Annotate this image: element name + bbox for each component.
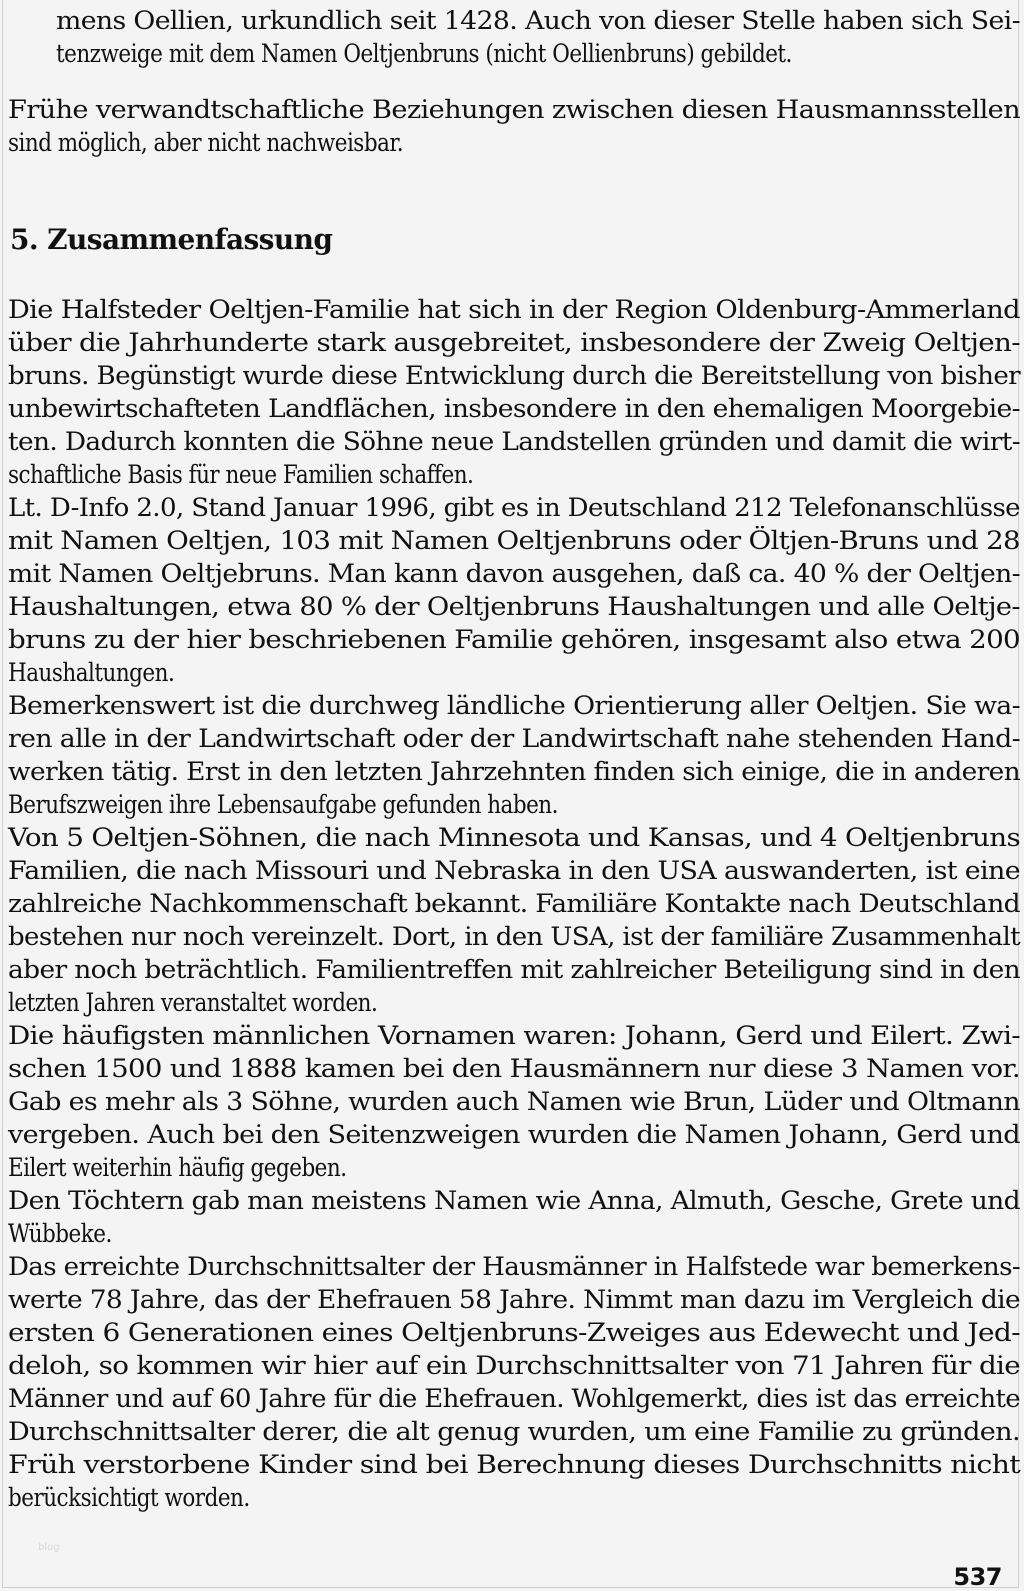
text-line [8, 656, 1020, 689]
text-line-content: aber noch beträchtlich. Familientreffen mit zahlreicher Beteiligung sind in den [8, 955, 1021, 984]
text-line-content: Eilert weiterhin häufig gegeben. [8, 1153, 347, 1182]
text-line-content: schaftliche Basis für neue Familien schaffen. [8, 460, 474, 489]
text-line [8, 1448, 1020, 1481]
text-line-content: Gab es mehr als 3 Söhne, wurden auch Namen wie Brun, Lüder und Oltmann [8, 1087, 1020, 1116]
text-line [8, 359, 1020, 392]
text-line-content: Früh verstorbene Kinder sind bei Berechnung dieses Durchschnitts nicht [8, 1450, 1021, 1479]
text-line [8, 491, 1020, 524]
text-line-content: letzten Jahren veranstaltet worden. [8, 988, 378, 1017]
text-line [8, 920, 1020, 953]
text-line [8, 1283, 1020, 1316]
text-line [8, 1217, 1020, 1250]
text-line [8, 1184, 1020, 1217]
text-line-content: Die häufigsten männlichen Vornamen waren: Johann, Gerd und Eilert. Zwi- [8, 1021, 1021, 1050]
text-line-content: bruns. Begünstigt wurde diese Entwicklung durch die Bereitstellung von bisher [8, 361, 1021, 390]
text-line [8, 126, 1020, 159]
text-line-content: Lt. D-Info 2.0, Stand Januar 1996, gibt es in Deutschland 212 Telefonanschlüsse [8, 493, 1020, 522]
text-line [8, 821, 1020, 854]
text-line-content: bestehen nur noch vereinzelt. Dort, in den USA, ist der familiäre Zusammenhalt [8, 922, 1021, 951]
text-line [8, 1118, 1020, 1151]
text-line [8, 425, 1020, 458]
text-line-content: ren alle in der Landwirtschaft oder der Landwirtschaft nahe stehenden Hand- [8, 724, 1020, 753]
text-line [8, 590, 1020, 623]
text-line [8, 1481, 1020, 1514]
text-line [8, 1052, 1020, 1085]
text-line-content: Von 5 Oeltjen-Söhnen, die nach Minnesota und Kansas, und 4 Oeltjenbruns [8, 823, 1021, 852]
text-line-content: mit Namen Oeltjen, 103 mit Namen Oeltjenbruns oder Öltjen-Bruns und 28 [8, 526, 1020, 555]
text-line-content: Die Halfsteder Oeltjen-Familie hat sich in der Region Oldenburg-Ammerland [8, 295, 1020, 324]
text-line [8, 1316, 1020, 1349]
text-line-content: werte 78 Jahre, das der Ehefrauen 58 Jahre. Nimmt man dazu im Vergleich die [8, 1285, 1020, 1314]
text-line-content: Berufszweigen ihre Lebensaufgabe gefunden haben. [8, 790, 558, 819]
text-line-content: bruns zu der hier beschriebenen Familie gehören, insgesamt also etwa 200 [8, 625, 1021, 654]
section-heading: 5. Zusammenfassung [10, 223, 333, 256]
text-line [8, 722, 1020, 755]
text-line [8, 887, 1020, 920]
text-line [8, 1382, 1020, 1415]
text-line [56, 4, 1020, 37]
text-line-content: Den Töchtern gab man meistens Namen wie Anna, Almuth, Gesche, Grete und [8, 1186, 1020, 1215]
text-line [8, 1151, 1020, 1184]
text-line [8, 326, 1020, 359]
text-line [8, 293, 1020, 326]
text-line-content: Haushaltungen, etwa 80 % der Oeltjenbruns Haushaltungen und alle Oeltje- [8, 592, 1021, 621]
text-line-content: Männer und auf 60 Jahre für die Ehefrauen. Wohlgemerkt, dies ist das erreichte [8, 1384, 1021, 1413]
text-line-content: ten. Dadurch konnten die Söhne neue Landstellen gründen und damit die wirt- [8, 427, 1021, 456]
text-line-content: sind möglich, aber nicht nachweisbar. [8, 128, 404, 157]
text-line-content: mit Namen Oeltjebruns. Man kann davon ausgehen, daß ca. 40 % der Oeltjen- [8, 559, 1020, 588]
watermark: blog [38, 1542, 60, 1553]
text-line-content: mens Oellien, urkundlich seit 1428. Auch von dieser Stelle haben sich Sei- [56, 6, 1020, 35]
text-line-content: Das erreichte Durchschnittsalter der Hausmänner in Halfstede war bemerkens- [8, 1252, 1021, 1281]
text-line [8, 854, 1020, 887]
text-line-content: vergeben. Auch bei den Seitenzweigen wurden die Namen Johann, Gerd und [8, 1120, 1021, 1149]
page-number: 537 [953, 1563, 1002, 1591]
text-line [8, 986, 1020, 1019]
text-line [8, 1085, 1020, 1118]
text-line [8, 458, 1020, 491]
text-line-content: werken tätig. Erst in den letzten Jahrzehnten finden sich einige, die in anderen [8, 757, 1020, 786]
text-line [8, 524, 1020, 557]
text-line-content: Durchschnittsalter derer, die alt genug wurden, um eine Familie zu gründen. [8, 1417, 1020, 1446]
text-line-content: über die Jahrhunderte stark ausgebreitet, insbesondere der Zweig Oeltjen- [8, 328, 1021, 357]
text-line [8, 1019, 1020, 1052]
text-line [8, 623, 1020, 656]
text-line [8, 93, 1020, 126]
text-line-content: schen 1500 und 1888 kamen bei den Hausmännern nur diese 3 Namen vor. [8, 1054, 1021, 1083]
text-line-content: berücksichtigt worden. [8, 1483, 250, 1512]
text-line-content: ersten 6 Generationen eines Oeltjenbruns-Zweiges aus Edewecht und Jed- [8, 1318, 1020, 1347]
text-line-content: Bemerkenswert ist die durchweg ländliche Orientierung aller Oeltjen. Sie wa- [8, 691, 1021, 720]
text-line-content: Frühe verwandtschaftliche Beziehungen zwischen diesen Hausmannsstellen [8, 95, 1021, 124]
text-line [8, 392, 1020, 425]
text-line-content: Haushaltungen. [8, 658, 175, 687]
text-line-content: tenzweige mit dem Namen Oeltjenbruns (nicht Oellienbruns) gebildet. [56, 39, 792, 68]
text-line [8, 1415, 1020, 1448]
text-line-content: deloh, so kommen wir hier auf ein Durchschnittsalter von 71 Jahren für die [8, 1351, 1021, 1380]
text-line [8, 1349, 1020, 1382]
text-line [8, 755, 1020, 788]
text-line [56, 37, 1020, 70]
text-line [8, 788, 1020, 821]
text-line-content: zahlreiche Nachkommenschaft bekannt. Familiäre Kontakte nach Deutschland [8, 889, 1020, 918]
text-line-content: Wübbeke. [8, 1219, 112, 1248]
text-line [8, 953, 1020, 986]
text-line [8, 557, 1020, 590]
text-line-content: unbewirtschafteten Landflächen, insbesondere in den ehemaligen Moorgebie- [8, 394, 1021, 423]
text-line [8, 689, 1020, 722]
text-line-content: Familien, die nach Missouri und Nebraska in den USA auswanderten, ist eine [8, 856, 1020, 885]
text-line [8, 1250, 1020, 1283]
